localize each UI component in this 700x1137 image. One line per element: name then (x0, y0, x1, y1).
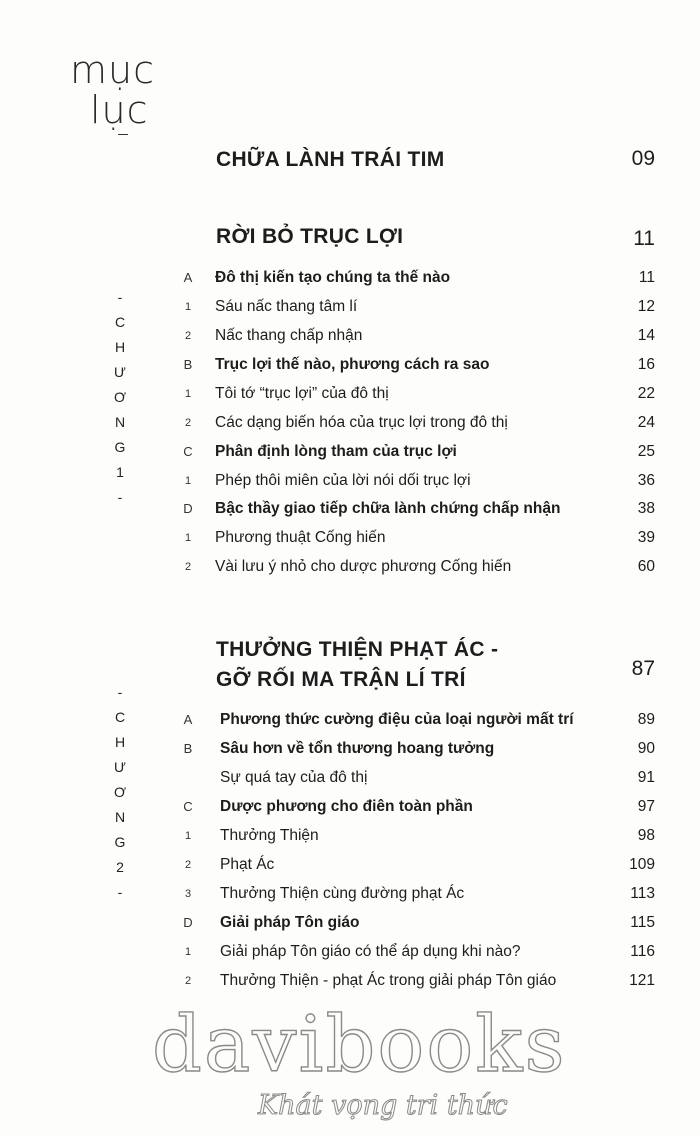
toc-entry (0, 969, 700, 993)
toc-entry (0, 795, 700, 819)
side-label-char: - (117, 884, 123, 900)
entry-key: 1 (184, 475, 192, 487)
entry-label: Các dạng biến hóa của trục lợi trong đô thị (215, 414, 508, 431)
entry-key: 1 (184, 532, 192, 544)
toc-entry (0, 324, 700, 348)
title-underline-mark (118, 134, 128, 135)
toc-entry (0, 497, 700, 521)
entry-page: 22 (637, 385, 655, 402)
entry-key: 3 (184, 888, 192, 900)
entry-label: Bậc thầy giao tiếp chữa lành chứng chấp nhận (215, 500, 561, 517)
entry-label: Giải pháp Tôn giáo (220, 914, 360, 931)
entry-label: Thưởng Thiện (220, 827, 319, 844)
entry-key: 1 (184, 301, 192, 313)
entry-key: 2 (184, 975, 192, 987)
entry-key: C (183, 444, 193, 459)
entry-page: 36 (637, 472, 655, 489)
toc-entry (0, 555, 700, 579)
entry-label: Đô thị kiến tạo chúng ta thế nào (215, 269, 451, 286)
toc-entry (0, 469, 700, 493)
entry-page: 109 (629, 856, 655, 873)
side-label-char: Ơ (113, 389, 126, 405)
entry-label: Thưởng Thiện cùng đường phạt Ác (220, 885, 465, 902)
side-label-char: N (114, 809, 126, 825)
entry-page: 116 (630, 943, 655, 960)
intro-title: CHỮA LÀNH TRÁI TIM (216, 148, 445, 171)
toc-entry (0, 766, 700, 790)
entry-label: Phép thôi miên của lời nói dối trục lợi (215, 472, 471, 489)
entry-key: D (183, 915, 193, 930)
chapter-1-title: RỜI BỎ TRỤC LỢI (216, 225, 404, 248)
entry-page: 16 (637, 356, 655, 373)
toc-entry (0, 853, 700, 877)
side-label-char: G (114, 834, 126, 850)
entry-label: Vài lưu ý nhỏ cho dược phương Cống hiến (215, 558, 512, 575)
watermark-slogan: Khát vọng tri thức (258, 1090, 508, 1121)
entry-page: 115 (630, 914, 655, 931)
entry-page: 60 (637, 558, 655, 575)
toc-entry (0, 940, 700, 964)
entry-label: Phạt Ác (220, 856, 275, 873)
entry-page: 97 (637, 798, 655, 815)
chapter-2-title-line-2: GỠ RỐI MA TRẬN LÍ TRÍ (216, 668, 466, 691)
entry-key: 2 (184, 859, 192, 871)
entry-label: Dược phương cho điên toàn phần (220, 798, 473, 815)
side-label-char: 2 (116, 859, 124, 875)
toc-entry (0, 526, 700, 550)
watermark-logo: davibooks (152, 1000, 567, 1090)
entry-page: 90 (637, 740, 655, 757)
entry-label: Sâu hơn về tổn thương hoang tưởng (220, 740, 495, 757)
entry-key: 1 (184, 388, 192, 400)
entry-page: 91 (637, 769, 655, 786)
entry-key: D (183, 501, 193, 516)
entry-page: 98 (637, 827, 655, 844)
side-label-char: C (114, 709, 126, 725)
entry-page: 113 (630, 885, 655, 902)
toc-entry (0, 882, 700, 906)
side-label-char: Ư (114, 364, 126, 380)
entry-label: Sáu nấc thang tâm lí (215, 298, 358, 315)
side-label-char: H (114, 734, 126, 750)
entry-key: 2 (184, 561, 192, 573)
entry-label: Tôi tớ “trục lợi” của đô thị (215, 385, 389, 402)
entry-page: 24 (637, 414, 655, 431)
chapter-1-page: 11 (633, 227, 655, 250)
entry-page: 12 (637, 298, 655, 315)
side-label-char: - (117, 489, 123, 505)
entry-label: Giải pháp Tôn giáo có thể áp dụng khi nào? (220, 943, 521, 960)
side-label-char: 1 (116, 464, 124, 480)
side-label-char: Ơ (113, 784, 126, 800)
page-title-line-2: lục (90, 88, 149, 132)
entry-key: A (183, 270, 193, 285)
entry-page: 39 (637, 529, 655, 546)
entry-label: Trục lợi thế nào, phương cách ra sao (215, 356, 490, 373)
entry-label: Sự quá tay của đô thị (220, 769, 368, 786)
entry-key: 2 (184, 330, 192, 342)
entry-page: 25 (637, 443, 655, 460)
entry-label: Thưởng Thiện - phạt Ác trong giải pháp Tôn giáo (220, 972, 557, 989)
side-label-char: G (114, 439, 126, 455)
entry-key: 1 (184, 946, 192, 958)
intro-page: 09 (631, 147, 655, 170)
entry-key: B (183, 357, 193, 372)
page-title-line-1: mục (70, 48, 155, 92)
entry-page: 38 (637, 500, 655, 517)
side-label-char: C (114, 314, 126, 330)
entry-page: 11 (638, 269, 655, 286)
entry-key: C (183, 799, 193, 814)
toc-entry (0, 295, 700, 319)
toc-entry (0, 737, 700, 761)
entry-label: Nấc thang chấp nhận (215, 327, 363, 344)
entry-key: A (183, 712, 193, 727)
toc-entry (0, 911, 700, 935)
entry-key: B (183, 741, 193, 756)
entry-label: Phương thuật Cống hiến (215, 529, 386, 546)
entry-page: 121 (629, 972, 655, 989)
side-label-char: N (114, 414, 126, 430)
entry-key: 2 (184, 417, 192, 429)
toc-entry (0, 440, 700, 464)
side-label-char: Ư (114, 759, 126, 775)
toc-entry (0, 708, 700, 732)
chapter-2-page: 87 (631, 657, 655, 680)
entry-page: 89 (637, 711, 655, 728)
entry-label: Phân định lòng tham của trục lợi (215, 443, 457, 460)
toc-entry (0, 382, 700, 406)
toc-entry (0, 824, 700, 848)
entry-key: 1 (184, 830, 192, 842)
toc-entry (0, 411, 700, 435)
toc-entry (0, 353, 700, 377)
chapter-2-title-line-1: THƯỞNG THIỆN PHẠT ÁC - (216, 638, 499, 661)
side-label-char: - (117, 684, 123, 700)
toc-entry (0, 266, 700, 290)
entry-label: Phương thức cường điệu của loại người mất trí (220, 711, 574, 728)
page-title (70, 50, 190, 130)
side-label-char: H (114, 339, 126, 355)
entry-page: 14 (637, 327, 655, 344)
side-label-char: - (117, 289, 123, 305)
